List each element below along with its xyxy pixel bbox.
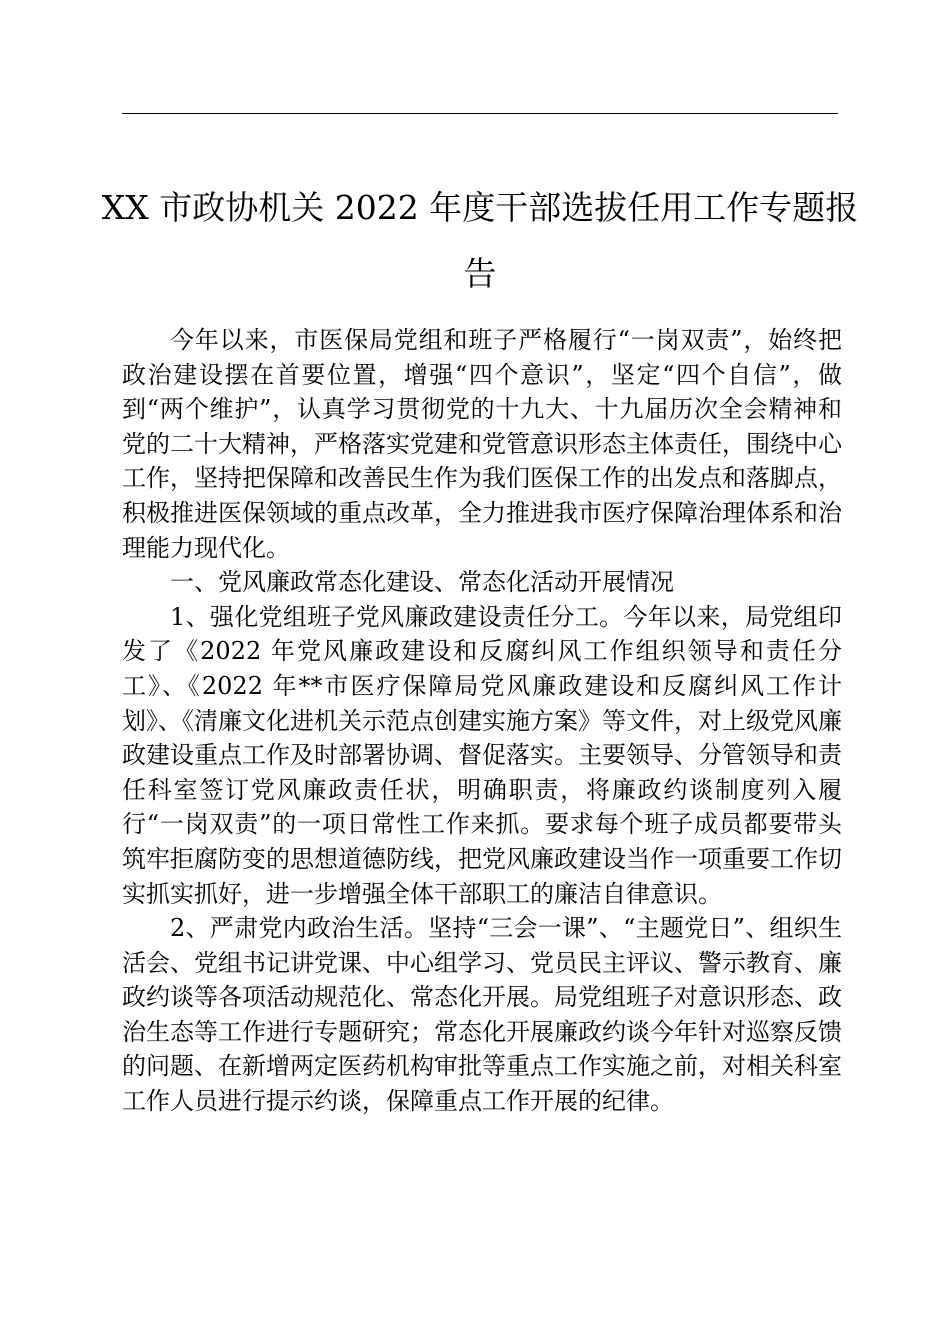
paragraph-item-1: 1、强化党组班子党风廉政建设责任分工。今年以来，局党组印发了《2022 年党风廉政建设和反腐纠风工作组织领导和责任分工》、《2022 年**市医疗保障局党风廉政建设和反腐纠风工作计划》、《清廉文化进机关示范点创建实施方案》等文件，对上级党风廉政建设重点工作及时部署协调、督促落实。主要领导、分管领导和责任科室签订党风廉政责任状，明确职责，将廉政约谈制度列入履行“一岗双责”的一项日常性工作来抓。要求每个班子成员都要带头筑牢拒腐防变的思想道德防线，把党风廉政建设当作一项重要工作切实抓实抓好，进一步增强全体干部职工的廉洁自律意识。 [122, 602, 842, 908]
header-rule [122, 113, 838, 114]
section-heading-1: 一、党风廉政常态化建设、常态化活动开展情况 [170, 568, 674, 597]
document-title: XX 市政协机关 2022 年度干部选拔任用工作专题报告 [101, 188, 859, 293]
paragraph-intro: 今年以来，市医保局党组和班子严格履行“一岗双责”，始终把政治建设摆在首要位置，增强“四个意识”，坚定“四个自信”，做到“两个维护”，认真学习贯彻党的十九大、十九届历次全会精神和党的二十大精神，严格落实党建和党管意识形态主体责任，围绕中心工作，坚持把保障和改善民生作为我们医保工作的出发点和落脚点，积极推进医保领域的重点改革，全力推进我市医疗保障治理体系和治理能力现代化。 [122, 326, 842, 562]
document-body [122, 323, 842, 1119]
paragraph-item-2: 2、严肃党内政治生活。坚持“三会一课”、“主题党日”、组织生活会、党组书记讲党课、中心组学习、党员民主评议、警示教育、廉政约谈等各项活动规范化、常态化开展。局党组班子对意识形态、政治生态等工作进行专题研究；常态化开展廉政约谈今年针对巡察反馈的问题、在新增两定医药机构审批等重点工作实施之前，对相关科室工作人员进行提示约谈，保障重点工作开展的纪律。 [122, 914, 842, 1116]
